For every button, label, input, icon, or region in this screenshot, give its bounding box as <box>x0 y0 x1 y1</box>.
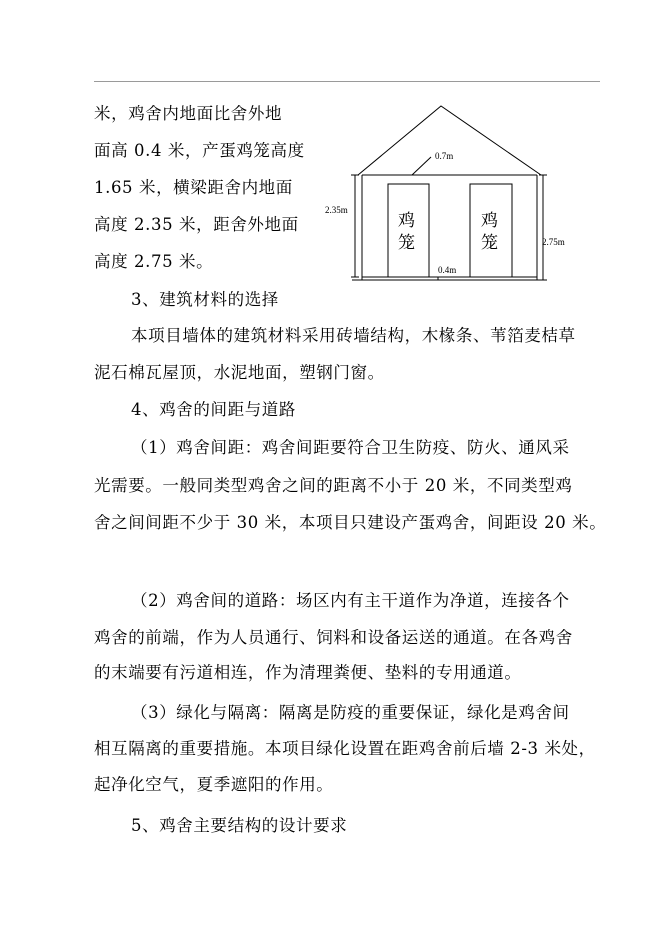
text-line: 鸡舍的前端，作为人员通行、饲料和设备运送的通道。在各鸡舍 <box>94 628 573 647</box>
text-line: （3）绿化与隔离：隔离是防疫的重要保证，绿化是鸡舍间 <box>131 703 570 722</box>
section-heading: 5、鸡舍主要结构的设计要求 <box>131 816 348 835</box>
label-outer-height: 2.75m <box>542 237 565 247</box>
text-line: 米，鸡舍内地面比舍外地 <box>94 104 283 123</box>
header-rule <box>94 81 600 82</box>
henhouse-section-diagram <box>322 100 565 290</box>
text-line: 高度 2.75 米。 <box>94 252 214 271</box>
text-line: 起净化空气，夏季遮阳的作用。 <box>94 775 334 794</box>
text-line: 本项目墙体的建筑材料采用砖墙结构，木椽条、苇箔麦桔草 <box>131 326 576 345</box>
text-line: 面高 0.4 米，产蛋鸡笼高度 <box>94 141 305 160</box>
text-line: 光需要。一般同类型鸡舍之间的距离不小于 20 米，不同类型鸡 <box>94 476 573 495</box>
section-heading: 4、鸡舍的间距与道路 <box>131 400 296 419</box>
text-line: （2）鸡舍间的道路：场区内有主干道作为净道，连接各个 <box>131 591 570 610</box>
section-heading: 3、建筑材料的选择 <box>131 290 279 309</box>
beam-offset-leader <box>412 157 431 175</box>
text-line: 的末端要有污道相连，作为清理粪便、垫料的专用通道。 <box>94 663 522 682</box>
text-line: 舍之间间距不少于 30 米，本项目只建设产蛋鸡舍，间距设 20 米。 <box>94 513 607 532</box>
label-beam-offset: 0.7m <box>435 151 454 161</box>
text-line: （1）鸡舍间距：鸡舍间距要符合卫生防疫、防火、通风采 <box>131 438 570 457</box>
cage-right-label: 笼 <box>481 233 498 253</box>
text-line: 高度 2.35 米，距舍外地面 <box>94 215 299 234</box>
cage-left-label: 鸡 <box>398 211 415 231</box>
text-line: 相互隔离的重要措施。本项目绿化设置在距鸡舍前后墙 2-3 米处， <box>94 739 596 758</box>
henhouse-section-svg <box>322 100 565 290</box>
cage-right-label: 鸡 <box>481 211 498 231</box>
cage-left-label: 笼 <box>398 233 415 253</box>
label-inner-height: 2.35m <box>325 205 348 215</box>
label-floor-offset: 0.4m <box>438 265 457 275</box>
text-line: 1.65 米，横梁距舍内地面 <box>94 178 293 197</box>
text-line: 泥石棉瓦屋顶，水泥地面，塑钢门窗。 <box>94 363 385 382</box>
roof-outline <box>358 106 541 175</box>
